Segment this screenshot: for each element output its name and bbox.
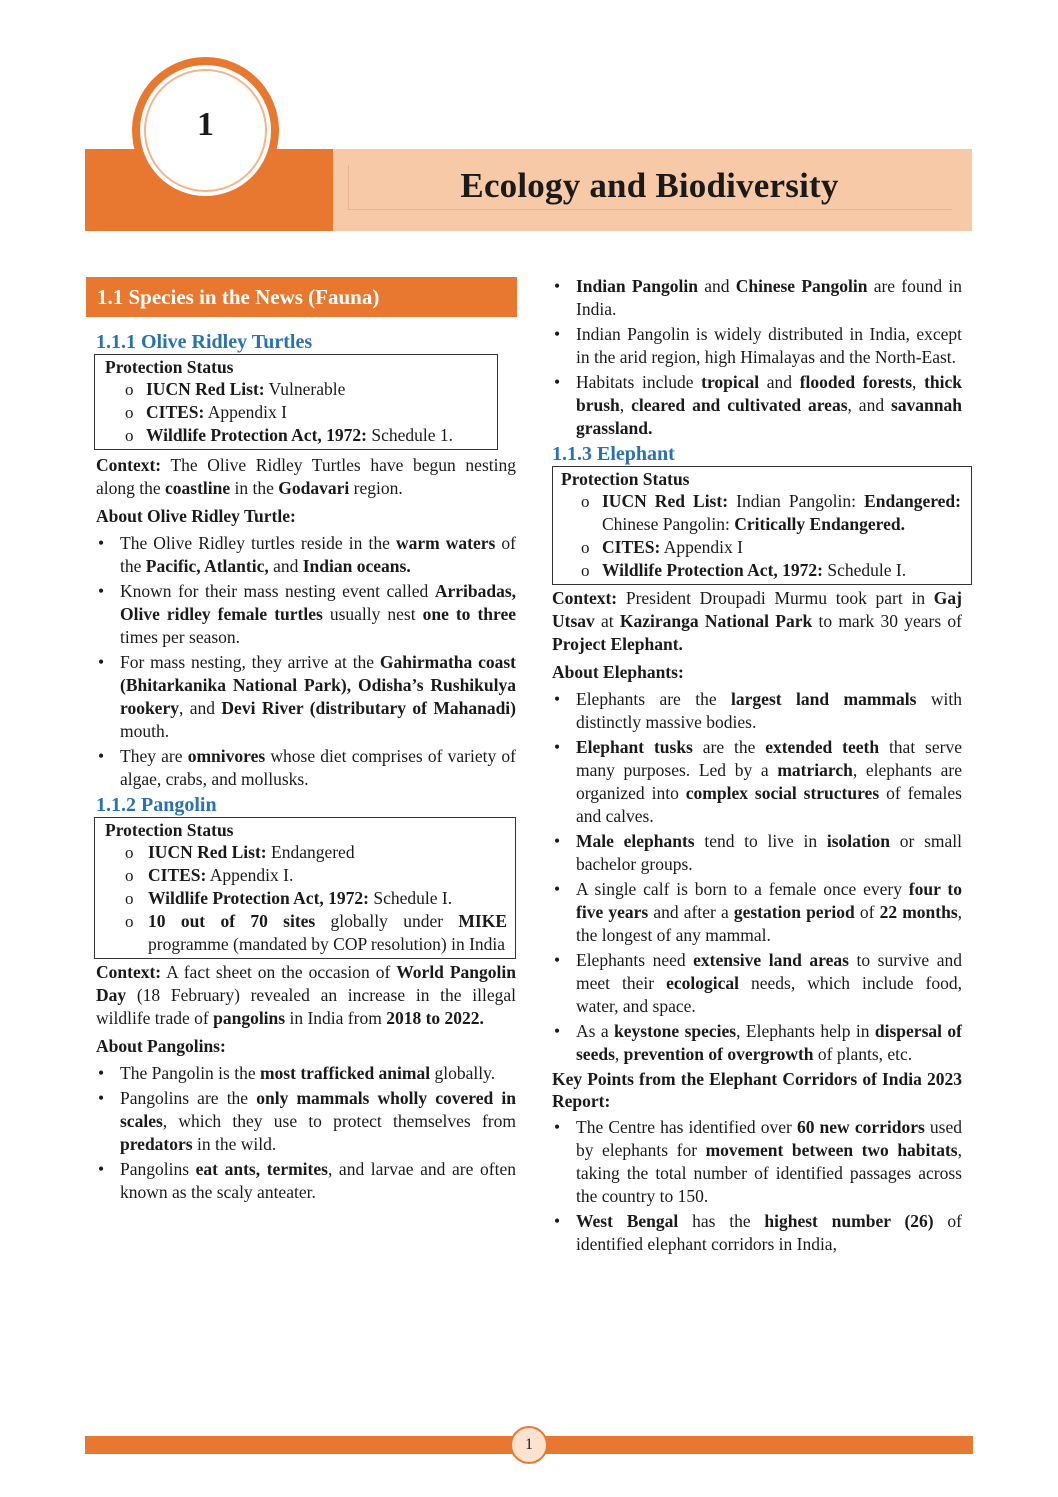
text-segment: in the [230, 478, 279, 498]
text-segment: The Olive Ridley Turtles have begun nesting along the [96, 455, 516, 498]
bullet-item [552, 371, 962, 440]
turtles-bullets [96, 532, 516, 791]
bullet-item [552, 275, 962, 321]
text-segment: usually nest [322, 604, 423, 624]
context-label: Context: [552, 588, 618, 608]
bullet-item [552, 1020, 962, 1066]
text-segment: at [594, 611, 620, 631]
status-item [105, 424, 497, 447]
text-segment: , which they use to protect themselves from [162, 1111, 516, 1131]
text-segment: in India from [285, 1008, 387, 1028]
bold-text: omnivores [187, 746, 266, 766]
bold-text: Project Elephant. [552, 634, 683, 654]
text-segment: Chinese Pangolin: [602, 514, 735, 534]
text-segment: whose diet comprises of variety of algae, crabs, and mollusks. [120, 746, 516, 789]
text-segment: of the [120, 533, 516, 576]
bold-text: Wildlife Protection Act, 1972: [146, 425, 367, 445]
bold-text: Devi River (distributary of Mahanadi) [221, 698, 516, 718]
turtles-context [96, 454, 516, 500]
circle-bullet-icon: o [125, 843, 134, 862]
turtles-heading: 1.1.1 Olive Ridley Turtles [96, 331, 313, 353]
bullet-item [96, 1062, 516, 1085]
status-item [105, 378, 497, 401]
text-segment: Habitats include [576, 372, 702, 392]
text-segment: Schedule I. [368, 888, 453, 908]
bold-text: tropical [701, 372, 760, 392]
section-heading: 1.1 Species in the News (Fauna) [86, 277, 517, 317]
text-segment: has the [678, 1211, 765, 1231]
bold-text: pangolins [213, 1008, 286, 1028]
bullet-item [96, 745, 516, 791]
bullet-item [552, 949, 962, 1018]
text-segment: Elephants are the [576, 689, 732, 709]
text-segment: Vulnerable [264, 379, 346, 399]
bold-text: gestation period [733, 902, 855, 922]
bold-text: IUCN Red List: [602, 491, 729, 511]
bold-text: Indian Pangolin [576, 276, 698, 296]
text-segment: , and larvae and are often known as the scaly anteater. [120, 1159, 516, 1202]
elephant-context [552, 587, 962, 656]
text-segment: , [912, 372, 925, 392]
bold-text: eat ants, termites [195, 1159, 328, 1179]
bullet-item [96, 580, 516, 649]
text-segment: times per season. [120, 627, 241, 647]
bold-text: highest number (26) [764, 1211, 934, 1231]
pangolin-heading: 1.1.2 Pangolin [96, 794, 217, 816]
turtles-status-list [105, 378, 497, 447]
text-segment: Elephants need [576, 950, 694, 970]
text-segment: For mass nesting, they arrive at the [120, 652, 380, 672]
bold-text: flooded forests [799, 372, 913, 392]
bold-text: extensive land areas [693, 950, 849, 970]
bold-text: Wildlife Protection Act, 1972: [602, 560, 823, 580]
elephant-bullets [552, 688, 962, 1066]
bullet-item [96, 1158, 516, 1204]
bold-text: isolation [826, 831, 891, 851]
elephant-about: About Elephants: [552, 662, 684, 682]
pangolin-status-box [94, 817, 516, 959]
bullet-item [96, 651, 516, 743]
bold-text: Kaziranga National Park [619, 611, 813, 631]
bold-text: four to five years [576, 879, 962, 922]
text-segment: They are [120, 746, 188, 766]
text-segment: and [268, 556, 303, 576]
bold-text: Godavari [278, 478, 350, 498]
text-segment: The Olive Ridley turtles reside in the [120, 533, 396, 553]
status-item [105, 401, 497, 424]
bold-text: movement between two habitats [705, 1140, 958, 1160]
bold-text: coastline [165, 478, 231, 498]
text-segment: Schedule I. [822, 560, 907, 580]
circle-bullet-icon: o [125, 380, 134, 399]
text-segment: , and [178, 698, 222, 718]
text-segment: of plants, etc. [813, 1044, 913, 1064]
text-segment: of females and calves. [576, 783, 962, 826]
text-segment: programme (mandated by COP resolution) in India [148, 934, 506, 954]
bold-text: Wildlife Protection Act, 1972: [148, 888, 369, 908]
text-segment: of [854, 902, 880, 922]
circle-bullet-icon: o [581, 492, 590, 511]
circle-bullet-icon: o [125, 426, 134, 445]
text-segment: and after a [648, 902, 734, 922]
text-segment: , and [847, 395, 891, 415]
text-segment: that serve many purposes. Led by a [576, 737, 962, 780]
text-segment: in the wild. [192, 1134, 277, 1154]
text-segment: are found in India. [576, 276, 962, 319]
bold-text: CITES: [146, 402, 205, 422]
text-segment: or small bachelor groups. [576, 831, 962, 874]
bold-text: cleared and cultivated areas [631, 395, 848, 415]
bold-text: Gahirmatha coast (Bhitarkanika National Park), Odisha’s Rushikulya rookery [120, 652, 516, 718]
bullet-item [552, 830, 962, 876]
turtles-status-box [94, 354, 498, 450]
status-item [105, 910, 507, 956]
bold-text: ecological [666, 973, 739, 993]
context-label: Context: [96, 962, 162, 982]
text-segment: , elephants are organized into [576, 760, 963, 803]
text-segment: tend to live in [694, 831, 827, 851]
pangolin-bullets [96, 1062, 516, 1204]
elephant-key-points: Key Points from the Elephant Corridors of India 2023 Report: [552, 1069, 962, 1111]
status-item [105, 841, 507, 864]
right-column [552, 275, 962, 1258]
status-title: Protection Status [105, 357, 234, 377]
text-segment: region. [349, 478, 403, 498]
left-column [96, 330, 516, 1206]
circle-bullet-icon: o [125, 912, 134, 931]
status-item [561, 490, 961, 536]
text-segment: Appendix I [660, 537, 743, 557]
text-segment: President Droupadi Murmu took part in [617, 588, 934, 608]
bullet-item [552, 736, 962, 828]
bold-text: IUCN Red List: [146, 379, 265, 399]
pangolin-more-bullets [552, 275, 962, 440]
bold-text: 60 new corridors [796, 1117, 925, 1137]
pangolin-status-list [105, 841, 507, 956]
text-segment: As a [576, 1021, 615, 1041]
status-item [105, 887, 507, 910]
text-segment: , [614, 1044, 624, 1064]
bold-text: IUCN Red List: [148, 842, 267, 862]
text-segment: Endangered [266, 842, 355, 862]
page-number: 1 [510, 1426, 548, 1464]
bold-text: West Bengal [576, 1211, 679, 1231]
bold-text: MIKE [458, 911, 508, 931]
circle-bullet-icon: o [125, 866, 134, 885]
circle-bullet-icon: o [125, 403, 134, 422]
status-item [105, 864, 507, 887]
bold-text: World Pangolin Day [96, 962, 516, 1005]
bold-text: keystone species [614, 1021, 737, 1041]
turtles-about: About Olive Ridley Turtle: [96, 506, 296, 526]
text-segment: to survive and meet their [576, 950, 962, 993]
bold-text: Gaj Utsav [552, 588, 962, 631]
text-segment: , taking the total number of identified passages across the country to 150. [576, 1140, 962, 1206]
bullet-item [96, 532, 516, 578]
text-segment: The Pangolin is the [120, 1063, 260, 1083]
text-segment: globally under [315, 911, 459, 931]
bullet-item [552, 1210, 962, 1256]
bold-text: largest land mammals [731, 689, 917, 709]
elephant-status-list [561, 490, 961, 582]
bold-text: 2018 to 2022. [386, 1008, 484, 1028]
bullet-item [552, 878, 962, 947]
bold-text: predators [120, 1134, 193, 1154]
bold-text: Pacific, Atlantic, [145, 556, 269, 576]
circle-bullet-icon: o [125, 889, 134, 908]
text-segment: Pangolins are the [120, 1088, 257, 1108]
text-segment: with distinctly massive bodies. [576, 689, 962, 732]
chapter-title: Ecology and Biodiversity [460, 166, 839, 205]
text-segment: Known for their mass nesting event called [120, 581, 435, 601]
bold-text: CITES: [148, 865, 207, 885]
bullet-item [552, 1116, 962, 1208]
pangolin-about: About Pangolins: [96, 1036, 226, 1056]
text-segment: mouth. [120, 721, 170, 741]
text-segment: , Elephants help in [736, 1021, 875, 1041]
bullet-item [552, 323, 962, 369]
bold-text: Endangered: [864, 491, 961, 511]
bold-text: only mammals wholly covered in scales [120, 1088, 516, 1131]
status-title: Protection Status [561, 469, 690, 489]
bold-text: thick brush [576, 372, 963, 415]
text-segment: Pangolins [120, 1159, 196, 1179]
text-segment: and [698, 276, 736, 296]
status-item [561, 536, 961, 559]
text-segment: to mark 30 years of [812, 611, 962, 631]
text-segment: of identified elephant corridors in India, [576, 1211, 962, 1254]
text-segment: used by elephants for [576, 1117, 962, 1160]
text-segment: Indian Pangolin: [728, 491, 865, 511]
text-segment: are the [692, 737, 766, 757]
status-item [561, 559, 961, 582]
context-label: Context: [96, 455, 162, 475]
pangolin-context [96, 961, 516, 1030]
bullet-item [552, 688, 962, 734]
bold-text: 10 out of 70 sites [148, 911, 316, 931]
bold-text: one to three [422, 604, 516, 624]
elephant-key-bullets [552, 1116, 962, 1256]
bold-text: Critically Endangered. [734, 514, 906, 534]
text-segment: needs, which include food, water, and space. [576, 973, 963, 1016]
bold-text: extended teeth [765, 737, 880, 757]
text-segment: Appendix I [204, 402, 287, 422]
bold-text: Arribadas, Olive ridley female turtles [120, 581, 516, 624]
text-segment: Indian Pangolin is widely distributed in India, except in the arid region, high Himalayas and the North-East. [576, 324, 962, 367]
bold-text: savannah grassland. [576, 395, 962, 438]
bold-text: Indian oceans. [302, 556, 411, 576]
bold-text: warm waters [395, 533, 496, 553]
bold-text: CITES: [602, 537, 661, 557]
bold-text: Elephant tusks [576, 737, 693, 757]
text-segment: and [759, 372, 800, 392]
elephant-heading: 1.1.3 Elephant [552, 443, 675, 465]
text-segment: Appendix I. [206, 865, 294, 885]
text-segment: globally. [430, 1063, 496, 1083]
text-segment: The Centre has identified over [576, 1117, 797, 1137]
circle-bullet-icon: o [581, 561, 590, 580]
text-segment: , the longest of any mammal. [576, 902, 963, 945]
bold-text: most trafficked animal [259, 1063, 431, 1083]
bold-text: dispersal of seeds [576, 1021, 962, 1064]
bold-text: complex social structures [685, 783, 880, 803]
text-segment: A fact sheet on the occasion of [161, 962, 397, 982]
text-segment: (18 February) revealed an increase in the illegal wildlife trade of [96, 985, 516, 1028]
bold-text: matriarch [777, 760, 853, 780]
bullet-item [96, 1087, 516, 1156]
bold-text: 22 months [879, 902, 958, 922]
circle-bullet-icon: o [581, 538, 590, 557]
status-title: Protection Status [105, 820, 234, 840]
text-segment: A single calf is born to a female once every [576, 879, 909, 899]
chapter-number: 1 [197, 106, 214, 143]
text-segment: , [619, 395, 632, 415]
text-segment: Schedule 1. [366, 425, 454, 445]
bold-text: prevention of overgrowth [623, 1044, 814, 1064]
elephant-status-box [552, 466, 972, 585]
bold-text: Male elephants [576, 831, 695, 851]
bold-text: Chinese Pangolin [735, 276, 868, 296]
